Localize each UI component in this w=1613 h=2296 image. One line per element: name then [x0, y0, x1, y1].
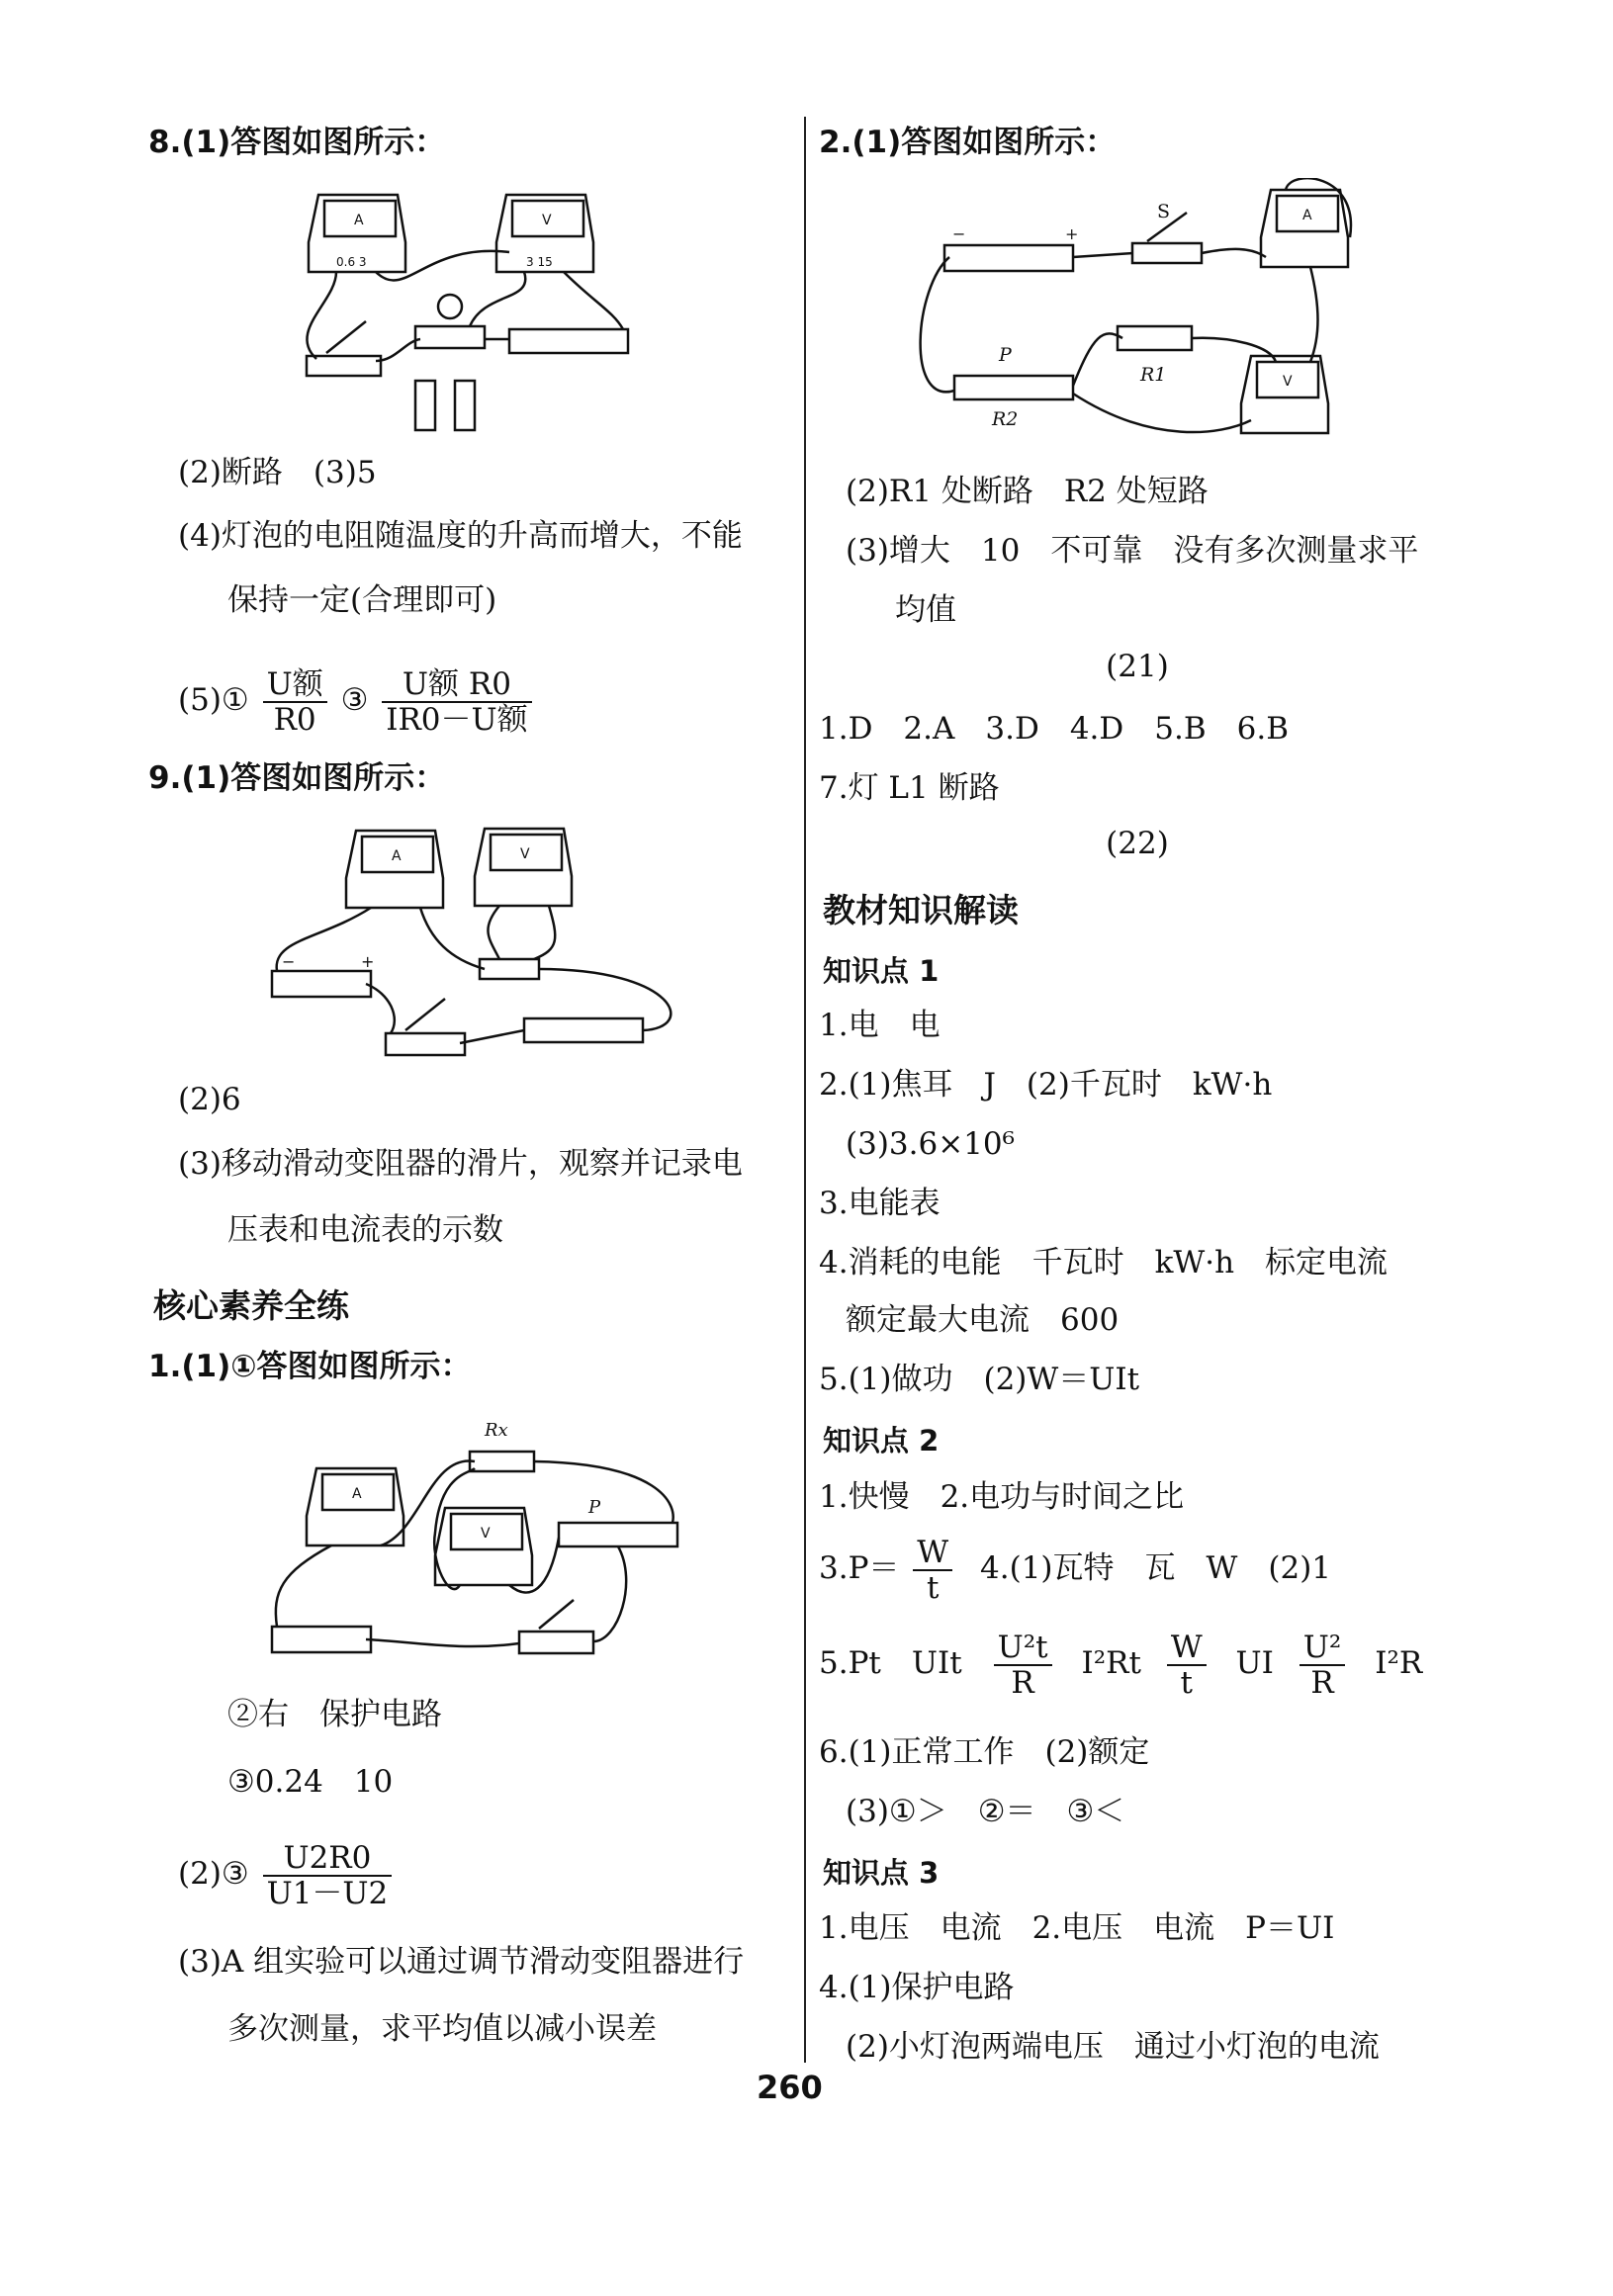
circuit-figure-core-q1 — [262, 1414, 687, 1671]
ammeter-scale: 0.6 3 — [336, 255, 367, 269]
voltmeter-label: V — [481, 1526, 491, 1542]
right-q2-part2: (2)R1 处断路 R2 处短路 — [846, 474, 1209, 509]
knowledge-point-2: 知识点 2 — [823, 1424, 940, 1457]
kp2-item5-c: UI — [1235, 1645, 1274, 1681]
ammeter-label: A — [1302, 208, 1312, 223]
battery-plus: + — [1065, 224, 1079, 243]
kp2-item1: 1.快慢 2.电功与时间之比 — [819, 1479, 1185, 1515]
voltmeter-label: V — [542, 213, 552, 228]
battery-minus: − — [952, 224, 966, 243]
q8-part2: (2)断路 (3)5 — [178, 455, 377, 490]
ammeter-label: A — [352, 1486, 362, 1502]
fraction-w-over-t-2: $\frac{W}{t}$ — [1167, 1631, 1207, 1700]
voltmeter-scale: 3 15 — [526, 255, 553, 269]
ammeter-label: A — [354, 213, 364, 228]
q8-part5 — [178, 661, 536, 740]
kp2-item5 — [819, 1624, 1422, 1703]
q9-part2: (2)6 — [178, 1082, 241, 1117]
kp1-item2: 2.(1)焦耳 J (2)千瓦时 kW·h — [819, 1067, 1273, 1103]
r2-label: R2 — [992, 408, 1019, 430]
ammeter-label: A — [392, 848, 402, 864]
core-q1-part5-line2: 多次测量，求平均值以减小误差 — [227, 2011, 657, 2047]
q9-part3-line2: 压表和电流表的示数 — [227, 1212, 503, 1248]
p-label: P — [588, 1497, 601, 1518]
column-divider — [804, 117, 806, 2063]
voltmeter-label: V — [520, 846, 530, 862]
q8-part5-prefix: (5)① — [178, 682, 249, 718]
page-number: 260 — [757, 2069, 823, 2106]
fraction-u-over-r0: $\frac{\text{U额}}{R0}$ — [263, 667, 327, 737]
q9-part1: 9.(1)答图如图所示： — [148, 760, 446, 796]
p-label: P — [999, 344, 1012, 366]
kp1-item4b: 额定最大电流 600 — [846, 1302, 1120, 1338]
fraction-w-over-t: $\frac{W}{t}$ — [913, 1536, 952, 1605]
core-q1-part2: ②右 保护电路 — [227, 1697, 442, 1732]
kp3-item1: 1.电压 电流 2.电压 电流 P＝UI — [819, 1910, 1335, 1946]
switch-label: S — [1157, 201, 1171, 222]
core-q1-part4 — [178, 1834, 396, 1913]
core-q1-part1: 1.(1)①答图如图所示： — [148, 1349, 472, 1384]
kp1-item5: 5.(1)做功 (2)W＝UIt — [819, 1362, 1140, 1397]
answers-21-q7: 7.灯 L1 断路 — [819, 770, 1000, 806]
battery-minus: − — [282, 952, 296, 971]
voltmeter-label: V — [1283, 374, 1293, 390]
kp2-item5-d: I²R — [1375, 1645, 1423, 1681]
core-q1-part3: ③0.24 10 — [227, 1764, 394, 1800]
knowledge-point-1: 知识点 1 — [823, 954, 940, 988]
kp3-item4: 4.(1)保护电路 — [819, 1970, 1015, 2005]
circuit-figure-q8 — [297, 183, 653, 440]
q8-part1: 8.(1)答图如图所示： — [148, 125, 446, 160]
kp1-item2b: (3)3.6×10⁶ — [846, 1126, 1016, 1162]
section-22: (22) — [1106, 826, 1169, 861]
knowledge-point-3: 知识点 3 — [823, 1856, 940, 1890]
section-heading-core: 核心素养全练 — [153, 1286, 349, 1325]
kp2-item6: 6.(1)正常工作 (2)额定 — [819, 1734, 1150, 1770]
kp2-item5-a: 5.Pt UIt — [819, 1645, 962, 1681]
kp2-item3-prefix: 3.P＝ — [819, 1550, 900, 1586]
fraction-u2r0-over-u1u2: $\frac{U2R0}{U1-U2}$ — [263, 1841, 393, 1910]
circuit-figure-q9 — [262, 821, 687, 1068]
fraction-ur0-over-ir0: $\frac{\text{U额 R0}}{\text{IR0－U额}}$ — [382, 667, 531, 737]
kp3-item4b: (2)小灯泡两端电压 通过小灯泡的电流 — [846, 2029, 1380, 2065]
kp1-item3: 3.电能表 — [819, 1186, 941, 1221]
core-q1-part4-prefix: (2)③ — [178, 1856, 249, 1892]
right-q2-part3-line2: 均值 — [895, 592, 956, 628]
answers-21: 1.D 2.A 3.D 4.D 5.B 6.B — [819, 711, 1289, 747]
right-q2-part3-line1: (3)增大 10 不可靠 没有多次测量求平 — [846, 533, 1419, 569]
kp1-item4: 4.消耗的电能 千瓦时 kW·h 标定电流 — [819, 1245, 1389, 1280]
rx-label: Rx — [485, 1420, 508, 1441]
q8-part4-line2: 保持一定(合理即可) — [227, 582, 497, 618]
core-q1-part5-line1: (3)A 组实验可以通过调节滑动变阻器进行 — [178, 1944, 745, 1980]
kp2-item3 — [819, 1529, 1331, 1608]
kp2-item4: 4.(1)瓦特 瓦 W (2)1 — [980, 1550, 1332, 1586]
right-q2-part1: 2.(1)答图如图所示： — [819, 125, 1117, 160]
q9-part3-line1: (3)移动滑动变阻器的滑片，观察并记录电 — [178, 1146, 743, 1182]
fraction-u2-over-r: $\frac{\text{U²}}{R}$ — [1299, 1631, 1346, 1700]
q8-part4-line1: (4)灯泡的电阻随温度的升高而增大，不能 — [178, 518, 743, 554]
battery-plus: + — [361, 952, 375, 971]
fraction-u2t-over-r: $\frac{\text{U²t}}{R}$ — [994, 1631, 1052, 1700]
kp2-item6b: (3)①＞ ②＝ ③＜ — [846, 1794, 1125, 1829]
section-21: (21) — [1106, 649, 1169, 684]
section-heading-textbook: 教材知识解读 — [823, 891, 1019, 929]
circuit-figure-right-q2 — [895, 178, 1365, 455]
r1-label: R1 — [1140, 364, 1167, 386]
kp2-item5-b: I²Rt — [1081, 1645, 1141, 1681]
q8-part5-mid: ③ — [340, 682, 369, 718]
kp1-item1: 1.电 电 — [819, 1008, 941, 1043]
